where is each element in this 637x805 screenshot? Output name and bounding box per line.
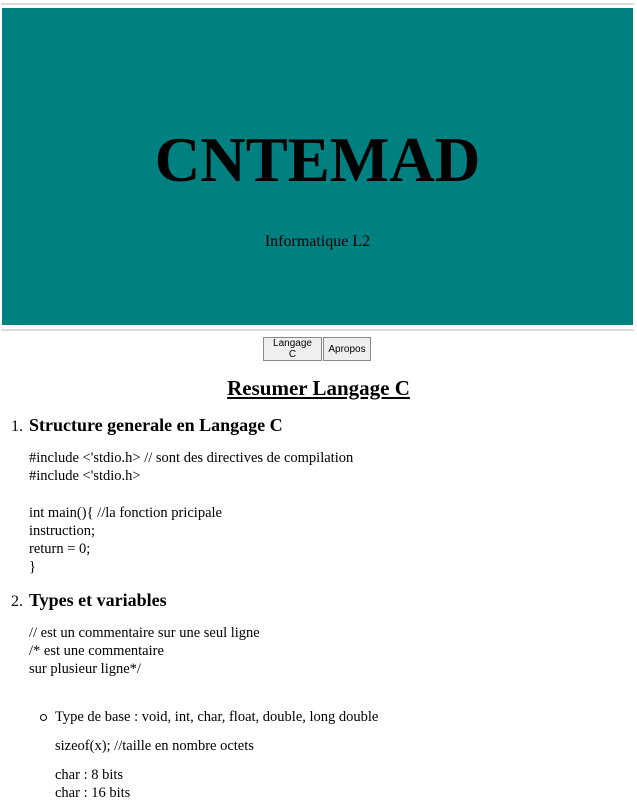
section-1-code-block <box>29 449 353 576</box>
comment-line: sur plusieur ligne*/ <box>29 661 141 678</box>
code-line: } <box>29 559 36 576</box>
banner-divider <box>1 329 634 331</box>
nav-langage-c-button[interactable]: Langage C <box>263 337 322 361</box>
main-nav <box>263 337 371 361</box>
size-line: char : 16 bits <box>55 785 131 802</box>
top-divider <box>1 3 634 5</box>
code-line: #include <'stdio.h> // sont des directives de compilation <box>29 450 354 466</box>
site-title: CNTEMAD <box>154 125 481 195</box>
sub-item-sizes <box>55 766 130 802</box>
comment-line: /* est une commentaire <box>29 643 164 660</box>
detail-line: sizeof(x); //taille en nombre octets <box>55 738 254 754</box>
section-1-title: Structure generale en Langage C <box>29 415 283 435</box>
section-1-number: 1. <box>11 418 23 435</box>
section-2-title: Types et variables <box>29 590 167 610</box>
size-line: char : 8 bits <box>55 767 124 783</box>
code-line: return = 0; <box>29 540 91 557</box>
sub-item-sizeof <box>55 737 254 755</box>
site-subtitle: Informatique L2 <box>264 233 371 250</box>
code-line: #include <'stdio.h> <box>29 468 141 485</box>
page-heading: Resumer Langage C <box>227 376 410 400</box>
section-2-number: 2. <box>11 593 23 610</box>
code-line: instruction; <box>29 522 96 539</box>
comment-line: // est un commentaire sur une seul ligne <box>29 625 260 641</box>
code-line <box>29 485 353 503</box>
section-2-comment-block <box>29 624 260 679</box>
nav-apropos-button[interactable]: Apropos <box>323 337 371 361</box>
site-banner <box>2 8 633 325</box>
sub-item-type-de-base: Type de base : void, int, char, float, double, long double <box>55 709 379 725</box>
code-line: int main(){ //la fonction pricipale <box>29 504 222 521</box>
circle-bullet-icon <box>40 714 47 721</box>
